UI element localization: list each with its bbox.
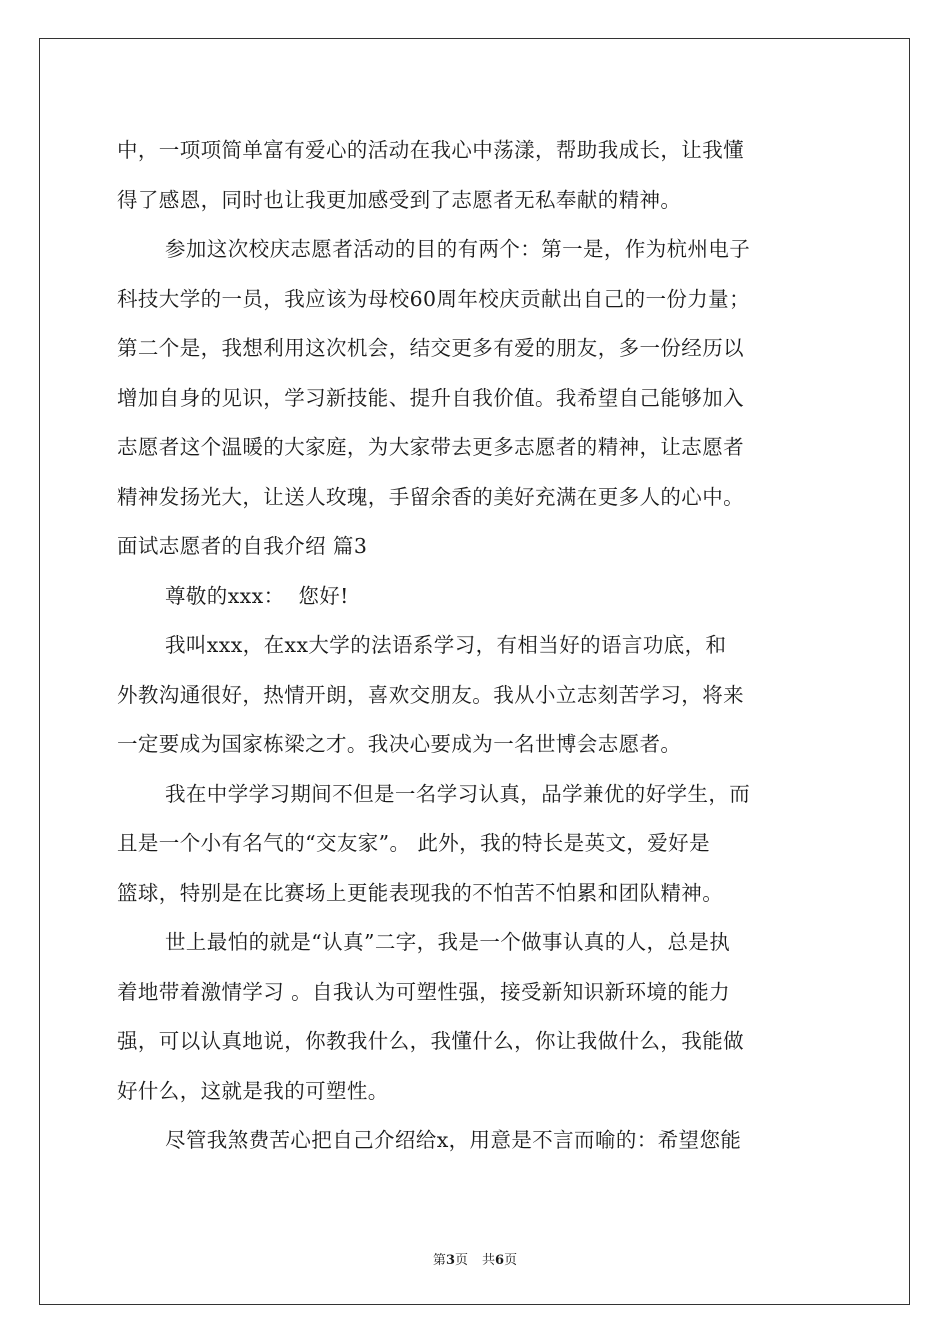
text-line: 尽管我煞费苦心把自己介绍给x，用意是不言而喻的：希望您能 bbox=[165, 1128, 742, 1152]
page-number: 3 bbox=[445, 1253, 455, 1268]
text-line: 增加自身的见识，学习新技能、提升自我价值。我希望自己能够加入 bbox=[117, 385, 744, 410]
text-line: 着地带着激情学习 。自我认为可塑性强，接受新知识新环境的能力 bbox=[117, 979, 731, 1004]
text-line: 参加这次校庆志愿者活动的目的有两个：第一是，作为杭州电子 bbox=[165, 237, 751, 261]
page-footer bbox=[0, 1249, 950, 1268]
text-line: 且是一个小有名气的“交友家”。 此外，我的特长是英文，爱好是 bbox=[117, 831, 710, 855]
text-line: 一定要成为国家栋梁之才。我决心要成为一名世博会志愿者。 bbox=[117, 732, 682, 756]
footer-total-suffix: 页 bbox=[504, 1253, 518, 1268]
text-line: 我叫xxx，在xx大学的法语系学习，有相当好的语言功底，和 bbox=[165, 633, 727, 657]
footer-page-suffix: 页 bbox=[454, 1253, 468, 1268]
text-line: 强，可以认真地说，你教我什么，我懂什么，你让我做什么，我能做 bbox=[117, 1029, 744, 1053]
text-line: 中，一项项简单富有爱心的活动在我心中荡漾，帮助我成长，让我懂 bbox=[117, 138, 744, 162]
text-line: 尊敬的xxx： 您好! bbox=[165, 583, 349, 608]
total-pages: 6 bbox=[495, 1253, 505, 1268]
text-line: 得了感恩，同时也让我更加感受到了志愿者无私奉献的精神。 bbox=[117, 187, 682, 212]
text-line: 我在中学学习期间不但是一名学习认真，品学兼优的好学生，而 bbox=[165, 781, 751, 806]
text-line: 外教沟通很好，热情开朗，喜欢交朋友。我从小立志刻苦学习，将来 bbox=[117, 682, 744, 707]
text-line: 第二个是，我想利用这次机会，结交更多有爱的朋友，多一份经历以 bbox=[117, 336, 744, 360]
text-line: 志愿者这个温暖的大家庭，为大家带去更多志愿者的精神，让志愿者 bbox=[117, 435, 744, 459]
text-line: 好什么，这就是我的可塑性。 bbox=[117, 1078, 389, 1103]
text-line: 科技大学的一员，我应该为母校60周年校庆贡献出自己的一份力量； bbox=[117, 286, 750, 311]
document-body bbox=[117, 130, 837, 1170]
footer-prefix: 第 bbox=[432, 1253, 446, 1268]
section-heading: 面试志愿者的自我介绍 篇3 bbox=[117, 534, 368, 558]
text-line: 精神发扬光大，让送人玫瑰，手留余香的美好充满在更多人的心中。 bbox=[117, 484, 744, 509]
text-line: 世上最怕的就是“认真”二字，我是一个做事认真的人，总是执 bbox=[165, 930, 731, 954]
footer-total-prefix: 共 bbox=[482, 1253, 496, 1268]
text-line: 篮球，特别是在比赛场上更能表现我的不怕苦不怕累和团队精神。 bbox=[117, 880, 724, 905]
